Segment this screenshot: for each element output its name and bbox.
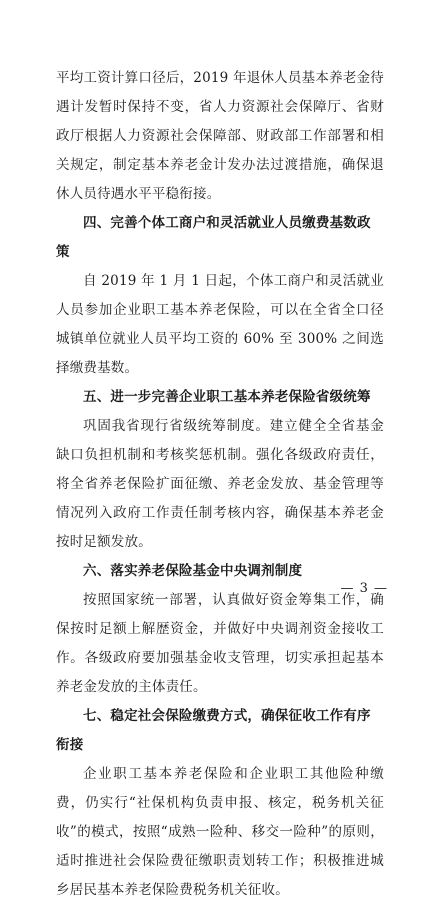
section-paragraph-7: 企业职工基本养老保险和企业职工其他险种缴费，仍实行“社保机构负责申报、核定，税务机关征收”的模式，按照“成熟一险种、移交一险种”的原则，适时推进社会保险费征缴职责划转工作；积极推进城乡居民基本养老保险费税务机关征收。 — [56, 766, 384, 898]
section-heading-7: 七、稳定社会保险缴费方式，确保征收工作有序衔接 — [56, 708, 371, 753]
section-heading-5: 五、进一步完善企业职工基本养老保险省级统筹 — [83, 389, 371, 405]
document-body — [56, 64, 384, 905]
paragraph-continuation: 平均工资计算口径后，2019 年退休人员基本养老金待遇计发暂时保持不变，省人力资源社会保障厅、省财政厅根据人力资源社会保障部、财政部工作部署和相关规定，制定基本养老金计发办法过渡措施，确保退休人员待遇水平平稳衔接。 — [56, 70, 384, 202]
section-paragraph-4: 自 2019 年 1 月 1 日起，个体工商户和灵活就业人员参加企业职工基本养老保险，可以在全省全口径城镇单位就业人员平均工资的 60% 至 300% 之间选择缴费基数。 — [56, 273, 384, 376]
section-heading-6: 六、落实养老保险基金中央调剂制度 — [83, 563, 303, 579]
section-paragraph-5: 巩固我省现行省级统筹制度。建立健全全省基金缺口负担机制和考核奖惩机制。强化各级政府责任，将全省养老保险扩面征缴、养老金发放、基金管理等情况列入政府工作责任制考核内容，确保基本养老金按时足额发放。 — [56, 418, 384, 550]
section-paragraph-6: 按照国家统一部署，认真做好资金筹集工作，确保按时足额上解歴资金，并做好中央调剂资金接收工作。各级政府要加强基金收支管理，切实承担起基本养老金发放的主体责任。 — [56, 592, 384, 695]
page-number: — 3 — — [340, 581, 388, 596]
section-heading-4: 四、完善个体工商户和灵活就业人员缴费基数政策 — [56, 215, 371, 260]
